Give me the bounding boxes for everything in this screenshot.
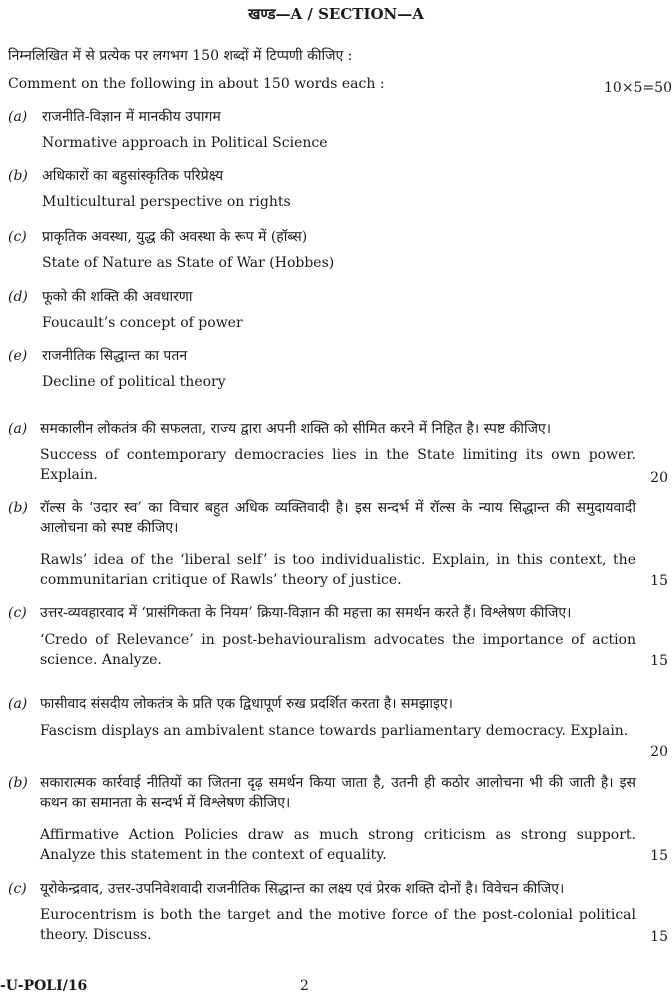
q1-marks: 10×5=50 bbox=[604, 80, 672, 96]
q2-item-label: (a) bbox=[8, 421, 28, 437]
q1-item-hindi: प्राकृतिक अवस्था, युद्ध की अवस्था के रूप में (हॉब्स) bbox=[42, 229, 308, 245]
q1-item-hindi: राजनीति-विज्ञान में मानकीय उपागम bbox=[42, 109, 221, 125]
q3-item-hindi: फासीवाद संसदीय लोकतंत्र के प्रति एक द्विधापूर्ण रुख प्रदर्शित करता है। समझाइए। bbox=[40, 696, 453, 712]
q1-item-label: (c) bbox=[8, 229, 27, 245]
q2-item-label: (c) bbox=[8, 605, 27, 621]
q1-item-label: (d) bbox=[8, 289, 28, 305]
q2-item-english: ‘Credo of Relevance’ in post-behaviouralism advocates the importance of action science. Analyze. bbox=[40, 632, 636, 668]
q2-item-marks: 15 bbox=[650, 573, 668, 589]
q2-item-label: (b) bbox=[8, 500, 28, 516]
q1-item-english: Multicultural perspective on rights bbox=[42, 194, 291, 210]
q2-item-hindi: समकालीन लोकतंत्र की सफलता, राज्य द्वारा अपनी शक्ति को सीमित करने में निहित है। स्पष्ट कीजिए। bbox=[40, 421, 552, 437]
section-heading: खण्ड—A / SECTION—A bbox=[248, 5, 424, 23]
q1-item-english: State of Nature as State of War (Hobbes) bbox=[42, 255, 335, 271]
q3-item-english: Affirmative Action Policies draw as much strong criticism as strong support. Analyze this statement in the context of equality. bbox=[40, 827, 636, 863]
q2-item-hindi: उत्तर-व्यवहारवाद में ‘प्रासंगिकता के नियम’ क्रिया-विज्ञान की महत्ता का समर्थन करते हैं। विश्लेषण कीजिए। bbox=[40, 605, 572, 621]
q1-instruction-hindi: निम्नलिखित में से प्रत्येक पर लगभग 150 शब्दों में टिप्पणी कीजिए : bbox=[8, 48, 353, 64]
q2-item-marks: 15 bbox=[650, 653, 668, 669]
q1-item-label: (b) bbox=[8, 168, 28, 184]
q3-item-label: (b) bbox=[8, 775, 28, 791]
q3-item-label: (a) bbox=[8, 696, 28, 712]
q1-item-english: Decline of political theory bbox=[42, 374, 226, 390]
q3-item-label: (c) bbox=[8, 881, 27, 897]
q1-item-hindi: फूको की शक्ति की अवधारणा bbox=[42, 289, 193, 305]
q2-item-english: Rawls’ idea of the ‘liberal self’ is too individualistic. Explain, in this context, the communitarian critique of Rawls’ theory of justice. bbox=[40, 552, 636, 588]
q1-item-label: (a) bbox=[8, 109, 28, 125]
q3-item-english: Eurocentrism is both the target and the motive force of the post-colonial political theory. Discuss. bbox=[40, 907, 636, 943]
q3-item-marks: 20 bbox=[650, 744, 668, 760]
q1-item-hindi: राजनीतिक सिद्धान्त का पतन bbox=[42, 348, 188, 364]
q1-item-label: (e) bbox=[8, 348, 28, 364]
q1-item-hindi: अधिकारों का बहुसांस्कृतिक परिप्रेक्ष्य bbox=[42, 168, 224, 184]
q1-item-english: Foucault’s concept of power bbox=[42, 315, 243, 331]
page-number: 2 bbox=[300, 978, 309, 994]
q2-item-english: Success of contemporary democracies lies in the State limiting its own power. Explain. bbox=[40, 447, 636, 483]
paper-code: -U-POLI/16 bbox=[0, 978, 88, 994]
q2-item-hindi: रॉल्स के ‘उदार स्व’ का विचार बहुत अधिक व्यक्तिवादी है। इस सन्दर्भ में रॉल्स के न्याय सिद्धान्त की समुदायवादी आलोचना को स्पष्ट कीजिए। bbox=[40, 500, 636, 536]
q2-item-marks: 20 bbox=[650, 470, 668, 486]
q3-item-hindi: यूरोकेन्द्रवाद, उत्तर-उपनिवेशवादी राजनीतिक सिद्धान्त का लक्ष्य एवं प्रेरक शक्ति दोनों है। विवेचन कीजिए। bbox=[40, 881, 565, 897]
q1-instruction-english: Comment on the following in about 150 words each : bbox=[8, 76, 385, 92]
q3-item-marks: 15 bbox=[650, 848, 668, 864]
q3-item-english: Fascism displays an ambivalent stance towards parliamentary democracy. Explain. bbox=[40, 723, 629, 739]
q1-item-english: Normative approach in Political Science bbox=[42, 135, 328, 151]
q3-item-marks: 15 bbox=[650, 929, 668, 945]
q3-item-hindi: सकारात्मक कार्रवाई नीतियों का जितना दृढ़ समर्थन किया जाता है, उतनी ही कठोर आलोचना भी की जाती है। इस कथन का समानता के सन्दर्भ में विश्लेषण कीजिए। bbox=[40, 775, 636, 811]
